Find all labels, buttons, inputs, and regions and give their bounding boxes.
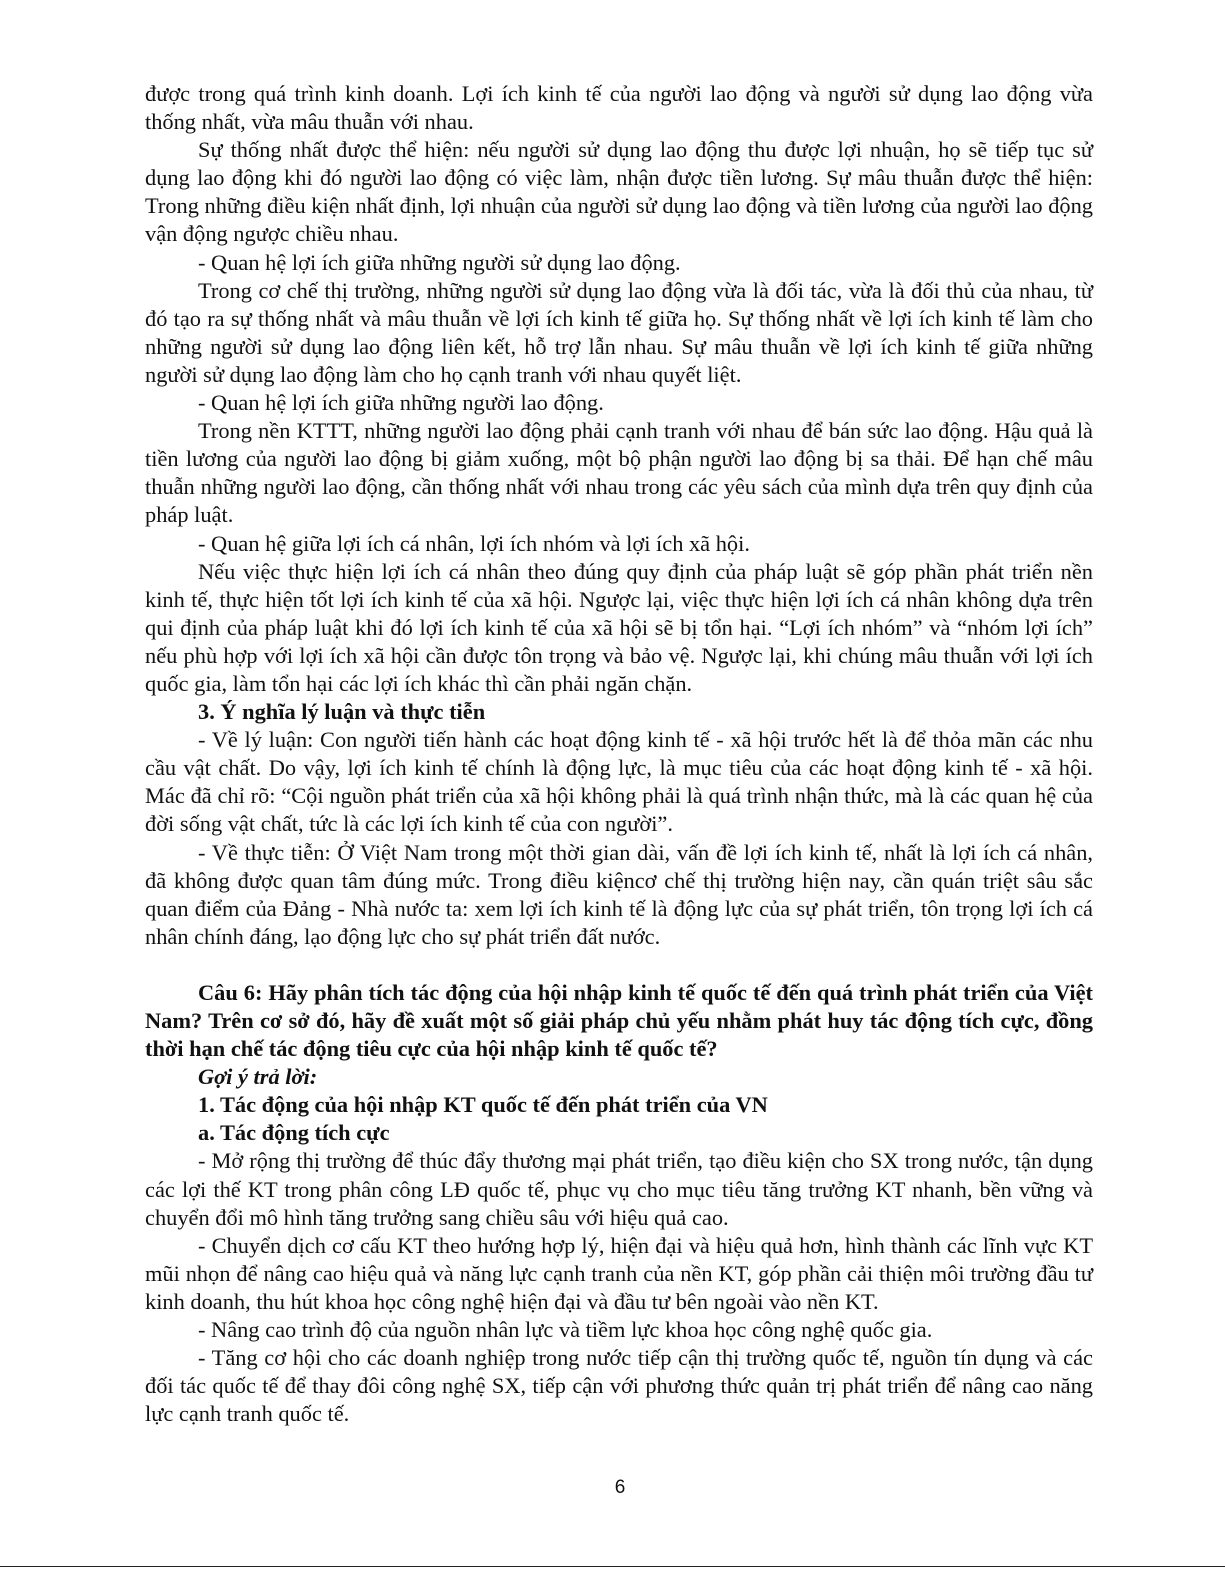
paragraph: Nếu việc thực hiện lợi ích cá nhân theo đúng quy định của pháp luật sẽ góp phần phát triển nền kinh tế, thực hiện tốt lợi ích kinh tế của xã hội. Ngược lại, việc thực hiện lợi ích cá nhân không dựa trên qui định của pháp luật khi đó lợi ích kinh tế của xã hội sẽ bị tổn hại. “Lợi ích nhóm” và “nhóm lợi ích” nếu phù hợp với lợi ích xã hội cần được tôn trọng và bảo vệ. Ngược lại, khi chúng mâu thuẫn với lợi ích quốc gia, làm tổn hại các lợi ích khác thì cần phải ngăn chặn. bbox=[145, 558, 1093, 696]
paragraph-continuation: được trong quá trình kinh doanh. Lợi ích kinh tế của người lao động và người sử dụng lao động vừa thống nhất, vừa mâu thuẫn với nhau. bbox=[145, 81, 1093, 135]
bullet-item: - Nâng cao trình độ của nguồn nhân lực và tiềm lực khoa học công nghệ quốc gia. bbox=[198, 1317, 933, 1343]
subsection-heading: a. Tác động tích cực bbox=[198, 1120, 390, 1146]
paragraph: Trong nền KTTT, những người lao động phải cạnh tranh với nhau để bán sức lao động. Hậu quả là tiền lương của người lao động bị giảm xuống, một bộ phận người lao động bị sa thải. Để hạn chế mâu thuẫn những người lao động, cần thống nhất với nhau trong các yêu sách của mình dựa trên quy định của pháp luật. bbox=[145, 418, 1093, 528]
page-bottom-border bbox=[0, 1566, 1225, 1567]
page-number: 6 bbox=[614, 1477, 626, 1498]
bullet-item: - Về lý luận: Con người tiến hành các hoạt động kinh tế - xã hội trước hết là để thỏa mãn các nhu cầu vật chất. Do vậy, lợi ích kinh tế chính là động lực, là mục tiêu của các hoạt động kinh tế - xã hội. Mác đã chỉ rõ: “Cội nguồn phát triển của xã hội không phải là quá trình nhận thức, mà là các quan hệ của đời sống vật chất, tức là các lợi ích kinh tế của con người”. bbox=[145, 727, 1093, 837]
paragraph: Sự thống nhất được thể hiện: nếu người sử dụng lao động thu được lợi nhuận, họ sẽ tiếp tục sử dụng lao động khi đó người lao động có việc làm, nhận được tiền lương. Sự mâu thuẫn được thể hiện: Trong những điều kiện nhất định, lợi nhuận của người sử dụng lao động và tiền lương của người lao động vận động ngược chiều nhau. bbox=[145, 137, 1093, 247]
bullet-item: - Quan hệ lợi ích giữa những người lao động. bbox=[198, 390, 604, 416]
answer-hint-heading: Gợi ý trả lời: bbox=[198, 1064, 318, 1090]
question-heading: Câu 6: Hãy phân tích tác động của hội nhập kinh tế quốc tế đến quá trình phát triển của Việt Nam? Trên cơ sở đó, hãy đề xuất một số giải pháp chủ yếu nhằm phát huy tác động tích cực, đồng thời hạn chế tác động tiêu cực của hội nhập kinh tế quốc tế? bbox=[145, 979, 1093, 1062]
bullet-item: - Tăng cơ hội cho các doanh nghiệp trong nước tiếp cận thị trường quốc tế, nguồn tín dụng và các đối tác quốc tế để thay đôi công nghệ SX, tiếp cận với phương thức quản trị phát triển để nâng cao năng lực cạnh tranh quốc tế. bbox=[145, 1345, 1093, 1427]
blank-line bbox=[145, 951, 1093, 979]
bullet-item: - Về thực tiễn: Ở Việt Nam trong một thời gian dài, vấn đề lợi ích kinh tế, nhất là lợi ích cá nhân, đã không được quan tâm đúng mức. Trong điều kiệncơ chế thị trường hiện nay, cần quán triệt sâu sắc quan điểm của Đảng - Nhà nước ta: xem lợi ích kinh tế là động lực của sự phát triển, tôn trọng lợi ích cá nhân chính đáng, lạo động lực cho sự phát triển đất nước. bbox=[145, 839, 1093, 949]
bullet-item: - Mở rộng thị trường để thúc đẩy thương mại phát triển, tạo điều kiện cho SX trong nước, tận dụng các lợi thế KT trong phân công LĐ quốc tế, phục vụ cho mục tiêu tăng trưởng KT nhanh, bền vững và chuyển đổi mô hình tăng trưởng sang chiều sâu với hiệu quả cao. bbox=[145, 1148, 1093, 1230]
section-heading: 1. Tác động của hội nhập KT quốc tế đến phát triển của VN bbox=[198, 1092, 768, 1118]
bullet-item: - Quan hệ lợi ích giữa những người sử dụng lao động. bbox=[198, 249, 681, 275]
bullet-item: - Chuyển dịch cơ cấu KT theo hướng hợp lý, hiện đại và hiệu quả hơn, hình thành các lĩnh vực KT mũi nhọn để nâng cao hiệu quả và năng lực cạnh tranh của nền KT, góp phần cải thiện môi trường đầu tư kinh doanh, thu hút khoa học công nghệ hiện đại và đầu tư bên ngoài vào nền KT. bbox=[145, 1232, 1093, 1314]
bullet-item: - Quan hệ giữa lợi ích cá nhân, lợi ích nhóm và lợi ích xã hội. bbox=[198, 530, 750, 556]
paragraph: Trong cơ chế thị trường, những người sử dụng lao động vừa là đối tác, vừa là đối thủ của nhau, từ đó tạo ra sự thống nhất và mâu thuẫn về lợi ích kinh tế giữa họ. Sự thống nhất về lợi ích kinh tế làm cho những người sử dụng lao động liên kết, hỗ trợ lẫn nhau. Sự mâu thuẫn về lợi ích kinh tế giữa những người sử dụng lao động làm cho họ cạnh tranh với nhau quyết liệt. bbox=[145, 277, 1093, 387]
document-body bbox=[145, 80, 1093, 1428]
section-heading: 3. Ý nghĩa lý luận và thực tiễn bbox=[198, 699, 486, 725]
